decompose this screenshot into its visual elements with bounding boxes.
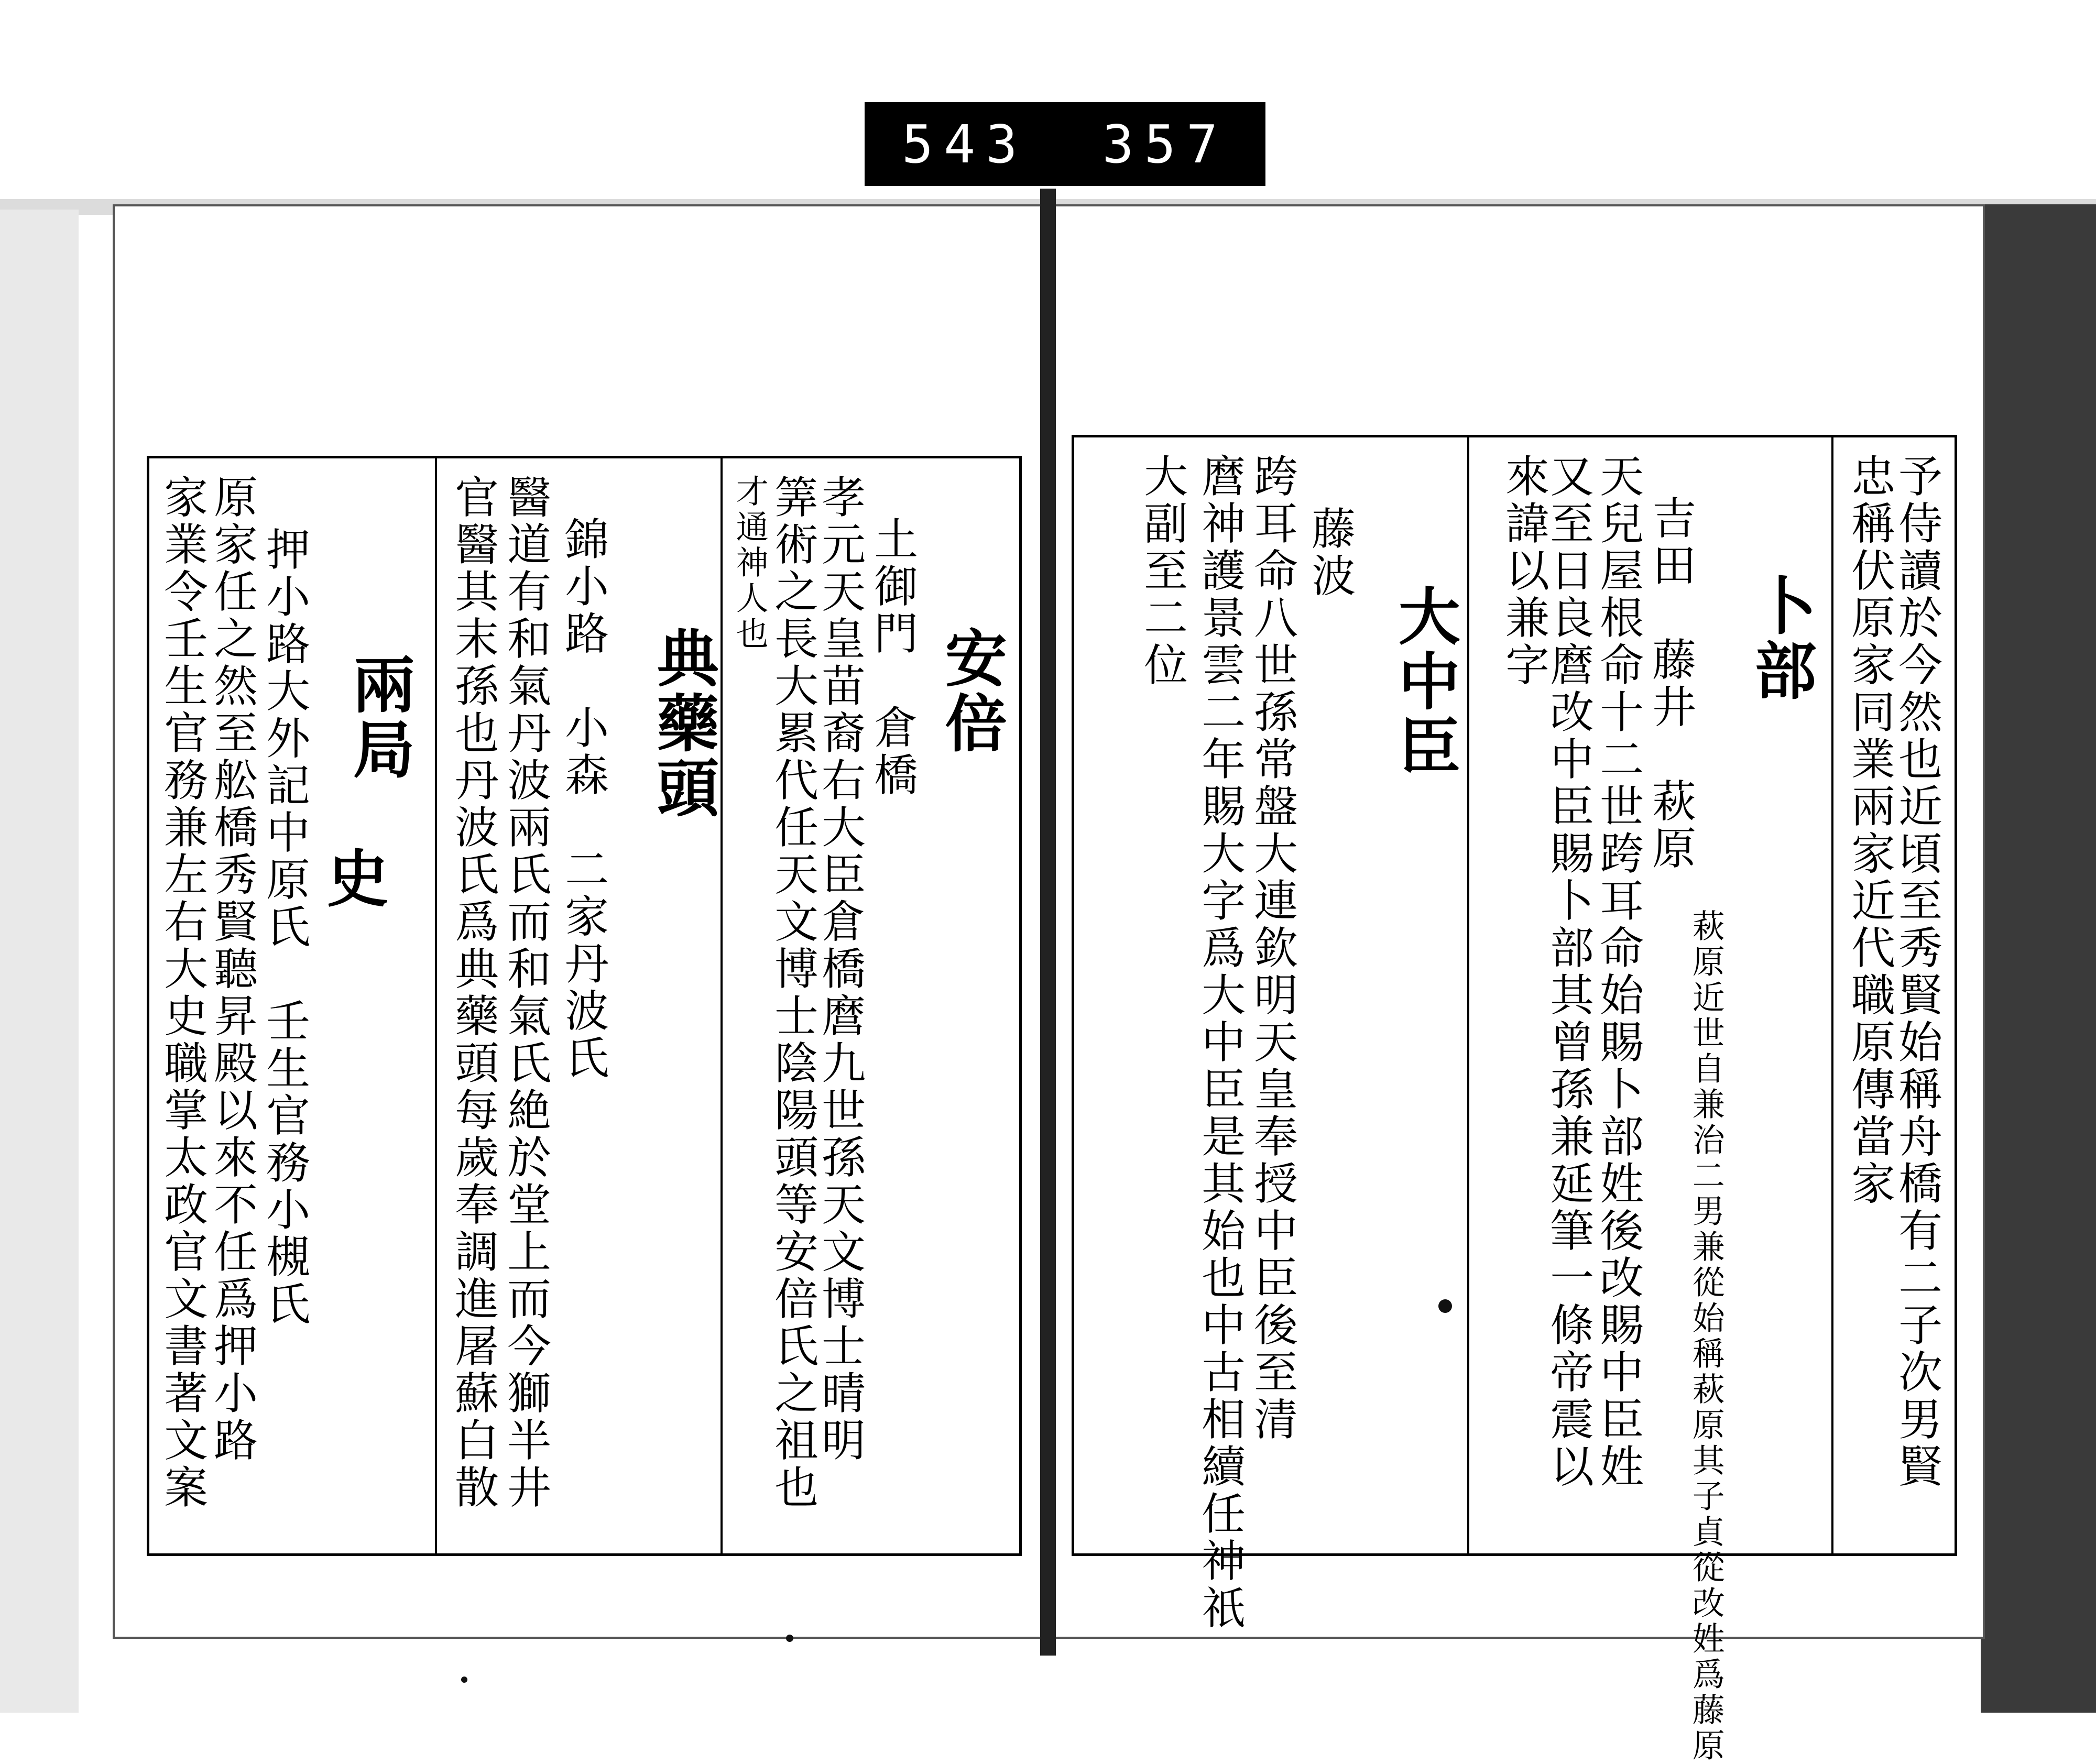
text-column: 大副至二位 — [1137, 453, 1188, 689]
text-column: 麿神護景雲二年賜大字爲大中臣是其始也中古相續任神祇 — [1194, 453, 1246, 1632]
text-column: 押小路大外記中原氏 壬生官務小槻氏 — [259, 527, 311, 1328]
text-column: 錦小路 小森 二家丹波氏 — [558, 516, 609, 1082]
text-column: 筭術之長大累代任天文博士陰陽頭等安倍氏之祖也 — [767, 474, 819, 1511]
scan-speck — [461, 1677, 467, 1683]
annotation-column: 才通神人也 — [730, 474, 769, 652]
column-rule — [720, 458, 723, 1553]
text-column: 孝元天皇苗裔右大臣倉橋麿九世孫天文博士晴明 — [814, 474, 866, 1464]
catalog-number-right: 357 — [1102, 113, 1229, 175]
text-column: 家業令壬生官務兼左右大史職掌太政官文書著文案 — [157, 474, 209, 1511]
book-gutter — [1040, 189, 1056, 1656]
annotation-column: 萩原近世自兼治二男兼從始稱萩原其子貞從改姓爲藤原 — [1687, 909, 1726, 1764]
catalog-label — [865, 102, 1265, 186]
column-rule — [1467, 437, 1469, 1553]
text-column: 藤波 — [1304, 506, 1356, 600]
section-heading: 史 — [316, 846, 389, 911]
text-column: 忠稱伏原家同業兩家近代職原傳當家 — [1844, 453, 1896, 1208]
section-heading: 兩局 — [342, 652, 416, 782]
left-page-text-frame — [147, 456, 1022, 1556]
section-heading: 安倍 — [934, 626, 1008, 756]
text-column: 跨耳命八世孫常盤大連欽明天皇奉授中臣後至清 — [1247, 453, 1298, 1443]
column-rule — [1831, 437, 1833, 1553]
right-page-text-frame — [1072, 435, 1957, 1764]
book-right-edge — [1981, 204, 2096, 1713]
text-column: 來諱以兼字 — [1498, 453, 1550, 689]
book-left-edge — [0, 210, 79, 1713]
catalog-number-left: 543 — [901, 113, 1028, 175]
text-column: 予侍讀於今然也近頃至秀賢始稱舟橋有二子次男賢 — [1891, 453, 1943, 1491]
text-column: 醫道有和氣丹波兩氏而和氣氏絶於堂上而今獅半井 — [500, 474, 552, 1511]
scan-speck — [1438, 1299, 1452, 1313]
text-column: 又至日良麿改中臣賜卜部其曾孫兼延筆一條帝震以 — [1543, 453, 1595, 1491]
section-heading: 卜部 — [1744, 574, 1817, 704]
text-column: 原家任之然至舩橋秀賢聽昇殿以來不任爲押小路 — [206, 474, 258, 1464]
scan-speck — [786, 1635, 793, 1642]
text-column: 吉田 藤井 萩原 — [1645, 495, 1697, 872]
column-rule — [435, 458, 437, 1553]
section-heading: 典藥頭 — [646, 626, 719, 821]
text-column: 天兒屋根命十二世跨耳命始賜卜部姓後改賜中臣姓 — [1592, 453, 1644, 1491]
text-column: 土御門 倉橋 — [867, 516, 919, 799]
text-column: 官醫其末孫也丹波氏爲典藥頭每歲奉調進屠蘇白散 — [447, 474, 499, 1511]
section-heading: 大中臣 — [1388, 584, 1461, 779]
